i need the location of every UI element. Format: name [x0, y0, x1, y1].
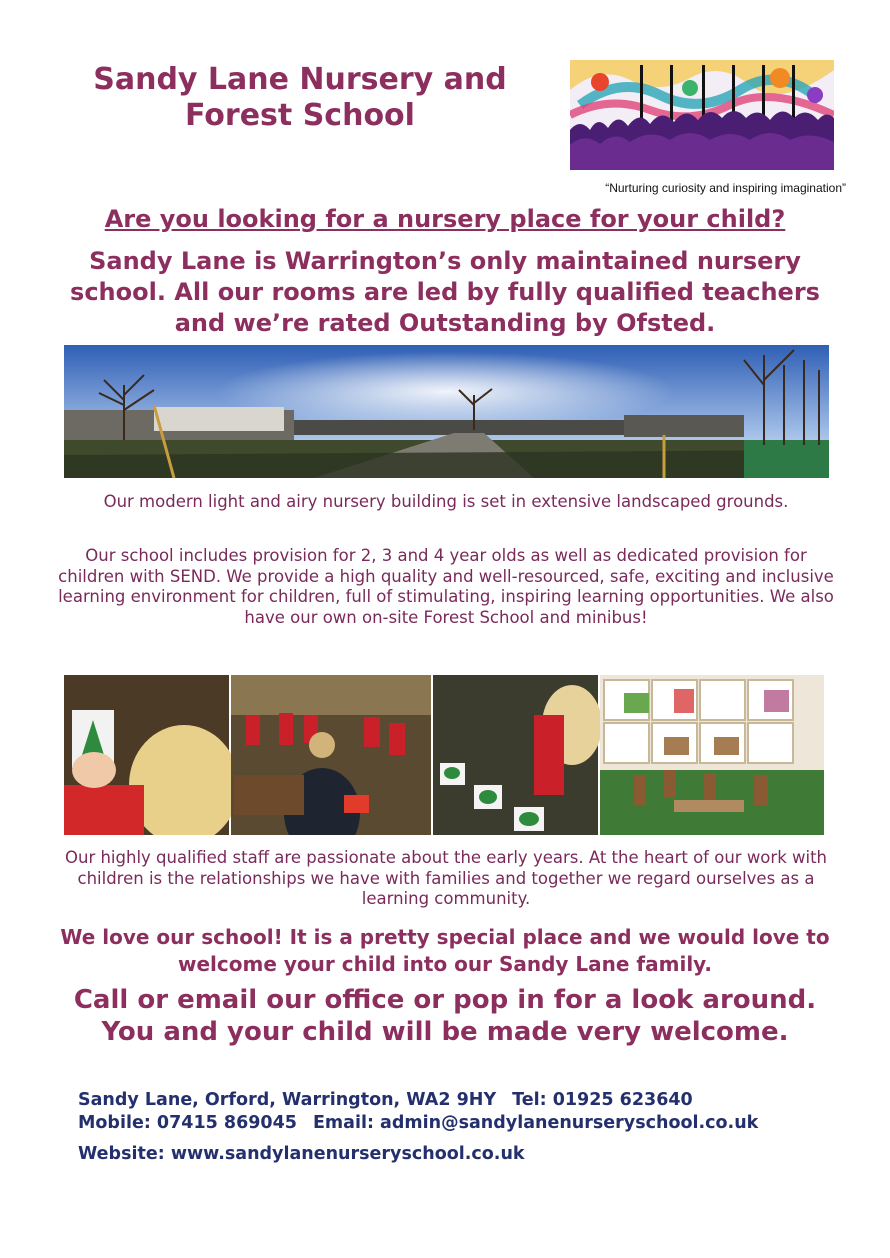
love-statement: We love our school! It is a pretty special place and we would love to welcome your child into our Sandy Lane family.: [60, 925, 830, 976]
title-line-2: Forest School: [185, 98, 415, 133]
staff-description: Our highly qualified staff are passionate about the early years. At the heart of our work with children is the relationships we have with families and together we regard ourselves as a learning community.: [65, 848, 827, 908]
school-title: [60, 62, 540, 134]
website-link[interactable]: Website: www.sandylanenurseryschool.co.uk: [78, 1144, 525, 1164]
activity-photo-collage: [64, 675, 824, 835]
address: Sandy Lane, Orford, Warrington, WA2 9HY: [78, 1090, 497, 1110]
building-description: Our modern light and airy nursery building is set in extensive landscaped grounds.: [103, 492, 789, 511]
school-logo-image: [570, 60, 834, 170]
provision-description: Our school includes provision for 2, 3 and 4 year olds as well as dedicated provision for children with SEND. We provide a high quality and well-resourced, safe, exciting and inclusive learning environment for children, full of stimulating, inspiring learning opportunities. We also have our own on-site Forest School and minibus!: [58, 546, 834, 627]
title-line-1: Sandy Lane Nursery and: [93, 62, 507, 97]
address-line: [78, 1090, 693, 1110]
mobile-email-line: [78, 1113, 758, 1133]
call-to-action: Call or email our office or pop in for a look around. You and your child will be made very welcome.: [73, 985, 817, 1047]
email-link[interactable]: Email: admin@sandylanenurseryschool.co.uk: [312, 1113, 759, 1133]
telephone: Tel: 01925 623640: [512, 1090, 693, 1110]
tagline: “Nurturing curiosity and inspiring imagination”: [605, 181, 846, 195]
headline-question: Are you looking for a nursery place for your child?: [104, 205, 786, 233]
mobile: Mobile: 07415 869045: [78, 1113, 297, 1133]
intro-statement: Sandy Lane is Warrington’s only maintained nursery school. All our rooms are led by fully qualified teachers and we’re rated Outstanding by Ofsted.: [70, 247, 820, 337]
nursery-grounds-panorama-photo: [64, 345, 829, 478]
